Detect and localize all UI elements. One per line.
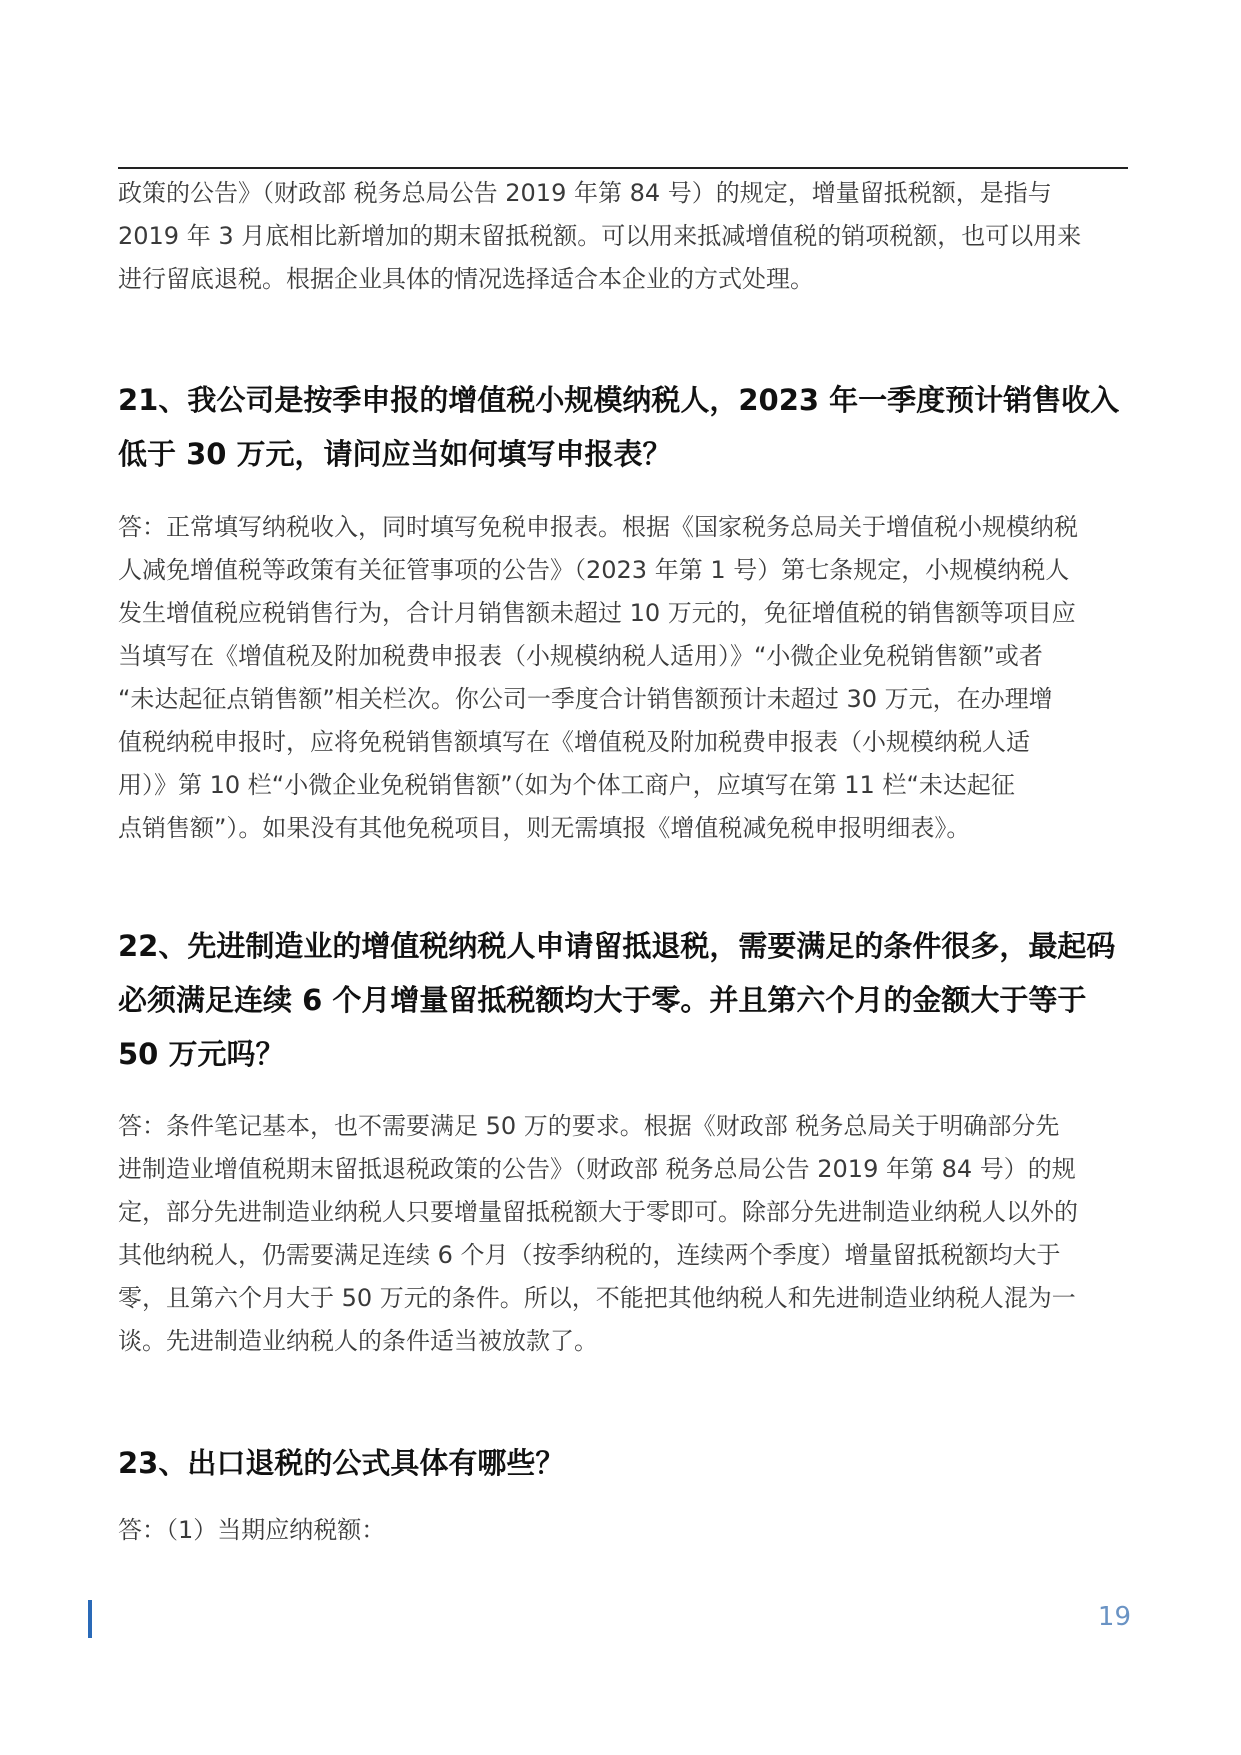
text-line: 定，部分先进制造业纳税人只要增量留抵税额大于零即可。除部分先进制造业纳税人以外的 [118,1198,1078,1226]
text-line: 政策的公告》（财政部 税务总局公告 2019 年第 84 号）的规定，增量留抵税额，是指与 [118,179,1052,207]
heading-line: 低于 30 万元，请问应当如何填写申报表？ [118,437,672,471]
intro-paragraph [118,172,1128,301]
question-23-heading [118,1436,1128,1490]
text-line: 答：正常填写纳税收入，同时填写免税申报表。根据《国家税务总局关于增值税小规模纳税 [118,513,1078,541]
text-line: 进行留底退税。根据企业具体的情况选择适合本企业的方式处理。 [118,265,814,293]
heading-line: 23、出口退税的公式具体有哪些？ [118,1446,565,1480]
text-line: 谈。先进制造业纳税人的条件适当被放款了。 [118,1327,598,1355]
answer-23-paragraph [118,1509,1128,1552]
answer-22-paragraph [118,1105,1128,1363]
text-line: 当填写在《增值税及附加税费申报表（小规模纳税人适用）》“小微企业免税销售额”或者 [118,642,1043,670]
text-line: 值税纳税申报时，应将免税销售额填写在《增值税及附加税费申报表（小规模纳税人适 [118,728,1030,756]
heading-line: 必须满足连续 6 个月增量留抵税额均大于零。并且第六个月的金额大于等于 [118,983,1087,1017]
question-21-heading [118,373,1128,481]
text-line: 零，且第六个月大于 50 万元的条件。所以，不能把其他纳税人和先进制造业纳税人混为一 [118,1284,1076,1312]
answer-21-paragraph [118,506,1128,850]
text-line: 答：（1）当期应纳税额： [118,1516,386,1544]
text-line: 其他纳税人，仍需要满足连续 6 个月（按季纳税的，连续两个季度）增量留抵税额均大于 [118,1241,1061,1269]
text-line: 点销售额”）。如果没有其他免税项目，则无需填报《增值税减免税申报明细表》。 [118,814,971,842]
header-divider [118,167,1128,169]
text-line: 答：条件笔记基本，也不需要满足 50 万的要求。根据《财政部 税务总局关于明确部分先 [118,1112,1060,1140]
question-22-heading [118,919,1128,1081]
text-line: 人减免增值税等政策有关征管事项的公告》（2023 年第 1 号）第七条规定，小规模纳税人 [118,556,1070,584]
text-line: 进制造业增值税期末留抵退税政策的公告》（财政部 税务总局公告 2019 年第 84 号）的规 [118,1155,1076,1183]
text-line: 发生增值税应税销售行为，合计月销售额未超过 10 万元的，免征增值税的销售额等项目应 [118,599,1076,627]
heading-line: 22、先进制造业的增值税纳税人申请留抵退税，需要满足的条件很多，最起码 [118,929,1116,963]
text-line: “未达起征点销售额”相关栏次。你公司一季度合计销售额预计未超过 30 万元，在办理增 [118,685,1053,713]
footer-accent-bar [88,1600,92,1638]
text-line: 用）》第 10 栏“小微企业免税销售额”（如为个体工商户，应填写在第 11 栏“未达起征 [118,771,1015,799]
heading-line: 50 万元吗？ [118,1037,285,1071]
heading-line: 21、我公司是按季申报的增值税小规模纳税人，2023 年一季度预计销售收入 [118,383,1120,417]
text-line: 2019 年 3 月底相比新增加的期末留抵税额。可以用来抵减增值税的销项税额，也可以用来 [118,222,1082,250]
page-number: 19 [1097,1602,1131,1632]
